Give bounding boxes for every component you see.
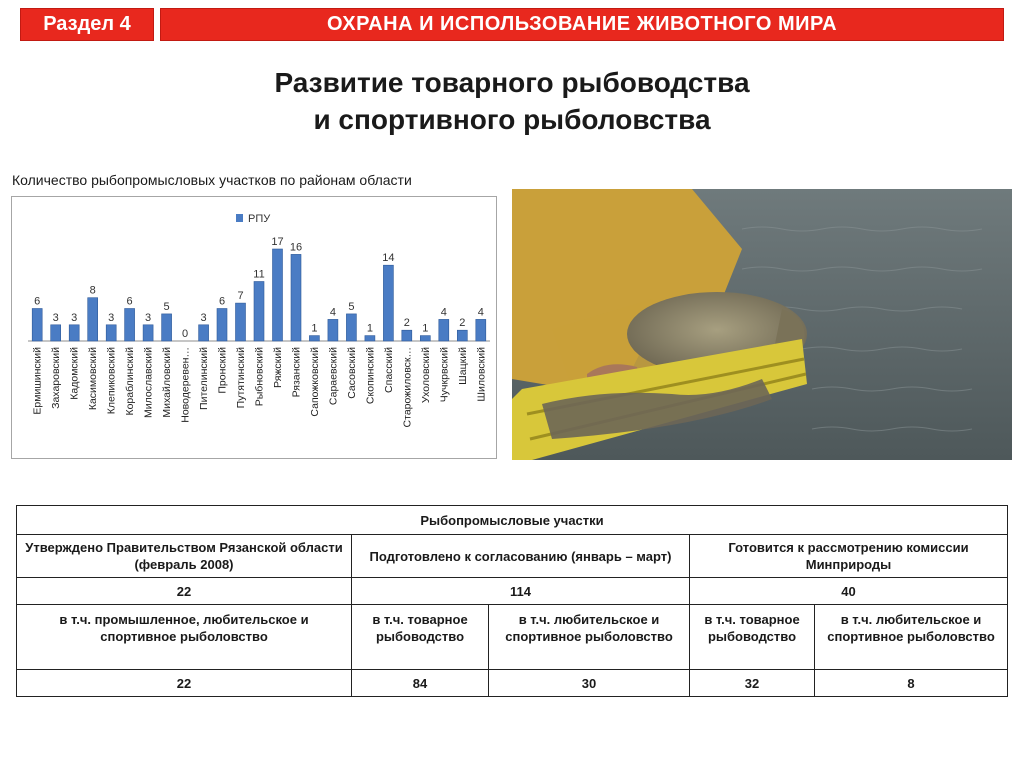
data-label: 3	[145, 311, 152, 324]
category-tick-label: Кадомский	[68, 347, 81, 400]
category-tick-label: Рыбновский	[253, 347, 266, 407]
category-tick-label: Спасский	[382, 347, 395, 393]
bar	[439, 319, 449, 341]
section-title: ОХРАНА И ИСПОЛЬЗОВАНИЕ ЖИВОТНОГО МИРА	[160, 8, 1004, 41]
header-bar	[20, 8, 1004, 41]
bar	[383, 265, 393, 341]
chart-caption: Количество рыбопромысловых участков по районам области	[12, 172, 412, 188]
category-tick-label: Чучкрвский	[438, 347, 451, 403]
data-label: 1	[366, 322, 373, 335]
category-tick-label: Старожиловск…	[401, 347, 414, 428]
table-header: Рыбопромысловые участки	[17, 506, 1008, 535]
subvalue-cell: 8	[815, 670, 1008, 697]
data-label: 4	[329, 306, 336, 319]
bar	[236, 303, 246, 341]
bar	[328, 319, 338, 341]
chart-frame	[11, 196, 497, 459]
bar	[69, 325, 79, 341]
data-label: 11	[253, 268, 265, 281]
group-prepared: Подготовлено к согласованию (январь – март)	[352, 535, 690, 578]
category-tick-label: Пителинский	[198, 347, 211, 410]
table-subvalues-row	[17, 670, 1008, 697]
category-tick-label: Сараевский	[327, 347, 340, 406]
subcategory-cell: в т.ч. любительское и спортивное рыболовство	[815, 605, 1008, 670]
category-tick-label: Ухоловский	[419, 347, 432, 404]
category-tick-label: Скопинский	[364, 347, 377, 405]
bar	[309, 336, 319, 341]
bar	[402, 330, 412, 341]
category-tick-label: Клепиковский	[105, 347, 118, 415]
category-tick-label: Касимовский	[87, 347, 100, 411]
category-tick-label: Ряжский	[272, 347, 284, 388]
data-label: 1	[422, 322, 429, 335]
bar	[476, 319, 486, 341]
total-approved: 22	[17, 578, 352, 605]
category-tick-label: Сапожковский	[308, 347, 321, 417]
category-tick-label: Пронский	[216, 347, 229, 394]
bar	[273, 249, 283, 341]
subcategory-cell: в т.ч. товарное рыбоводство	[690, 605, 815, 670]
category-tick-label: Путятинский	[235, 347, 247, 409]
fishing-areas-table	[16, 505, 1008, 697]
bar	[365, 336, 375, 341]
data-label: 4	[440, 306, 447, 319]
bar	[457, 330, 467, 341]
category-tick-label: Захаровский	[50, 347, 63, 409]
bar-chart	[12, 197, 496, 458]
category-tick-label: Сасовский	[345, 347, 358, 399]
page-title-line2: и спортивного рыболовства	[313, 104, 711, 135]
bar	[254, 282, 264, 342]
data-label: 3	[200, 311, 207, 324]
bar	[125, 309, 135, 342]
page-title-line1: Развитие товарного рыбоводства	[274, 67, 750, 98]
category-tick-label: Шиловский	[475, 347, 488, 402]
data-label: 3	[71, 311, 78, 324]
category-tick-label: Кораблинский	[124, 347, 137, 416]
bar	[88, 298, 98, 341]
bar	[420, 336, 430, 341]
bar	[199, 325, 209, 341]
bar	[51, 325, 61, 341]
data-label: 8	[89, 284, 96, 297]
data-label: 14	[382, 252, 395, 265]
data-label: 5	[163, 300, 170, 313]
data-label: 6	[218, 295, 226, 308]
group-approved: Утверждено Правительством Рязанской области (февраль 2008)	[17, 535, 352, 578]
subvalue-cell: 30	[489, 670, 690, 697]
category-tick-label: Рязанский	[290, 347, 303, 398]
data-label: 5	[348, 300, 355, 313]
data-label: 0	[182, 328, 189, 340]
table-header-row	[17, 506, 1008, 535]
data-label: 3	[52, 311, 59, 324]
fishing-photo	[512, 189, 1012, 460]
data-label: 1	[311, 322, 318, 335]
bar	[291, 254, 301, 341]
bar	[143, 325, 153, 341]
bar	[217, 309, 227, 342]
data-label: 4	[477, 306, 484, 319]
data-label: 3	[108, 311, 115, 324]
data-label: 6	[126, 295, 133, 308]
table-subcategory-row	[17, 605, 1008, 670]
subcategory-cell: в т.ч. товарное рыбоводство	[352, 605, 489, 670]
chart-legend	[236, 213, 271, 225]
page-title	[112, 64, 912, 138]
data-label: 17	[271, 236, 284, 248]
subcategory-cell: в т.ч. промышленное, любительское и спортивное рыболовство	[17, 605, 352, 670]
table-totals-row	[17, 578, 1008, 605]
fishing-photo-image	[512, 189, 1012, 460]
subvalue-cell: 22	[17, 670, 352, 697]
data-label: 16	[289, 241, 303, 254]
total-prepared: 114	[352, 578, 690, 605]
data-label: 7	[237, 290, 244, 303]
subvalue-cell: 32	[690, 670, 815, 697]
bar	[346, 314, 356, 341]
category-tick-label: Новодеревен…	[179, 347, 192, 423]
data-label: 2	[459, 317, 466, 330]
bar	[106, 325, 116, 341]
category-tick-label: Шацкий	[456, 347, 469, 385]
subcategory-cell: в т.ч. любительское и спортивное рыболовство	[489, 605, 690, 670]
bar	[32, 309, 42, 342]
data-label: 6	[34, 295, 41, 308]
data-label: 2	[403, 317, 410, 330]
category-tick-label: Милославский	[142, 347, 155, 418]
category-tick-label: Ермишинский	[31, 347, 44, 415]
subvalue-cell: 84	[352, 670, 489, 697]
legend-swatch	[236, 214, 243, 222]
category-tick-label: Михайловский	[161, 347, 174, 418]
section-label: Раздел 4	[20, 8, 154, 41]
bar	[162, 314, 172, 341]
table-group-row	[17, 535, 1008, 578]
group-pending: Готовится к рассмотрению комиссии Минприроды	[690, 535, 1008, 578]
legend-label: РПУ	[248, 213, 271, 225]
total-pending: 40	[690, 578, 1008, 605]
